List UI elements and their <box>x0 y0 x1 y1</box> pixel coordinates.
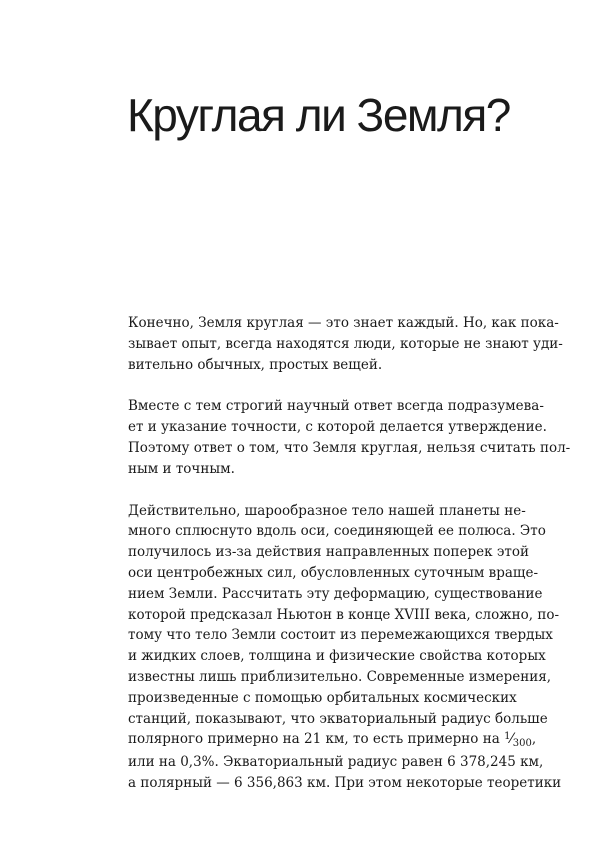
text-line: оси центробежных сил, обусловленных суточным враще- <box>128 564 539 581</box>
text-line: получилось из-за действия направленных поперек этой <box>128 544 530 561</box>
fraction-slash: ⁄ <box>510 731 513 748</box>
body-text <box>128 313 571 815</box>
text-line: Поэтому ответ о том, что Земля круглая, нельзя считать пол- <box>128 439 571 456</box>
paragraph-1 <box>128 313 563 375</box>
text-line: зывает опыт, всегда находятся люди, которые не знают уди- <box>128 335 563 352</box>
text-line: и жидких слоев, толщина и физические свойства которых <box>128 648 546 665</box>
fraction-after: , <box>531 731 537 748</box>
text-line: произведенные с помощью орбитальных космических <box>128 689 517 706</box>
text-line: Вместе с тем строгий научный ответ всегда подразумева- <box>128 398 544 415</box>
text-line: нием Земли. Рассчитать эту деформацию, существование <box>128 585 543 602</box>
text-line: вительно обычных, простых вещей. <box>128 356 383 373</box>
fraction-denominator: 300 <box>512 738 532 750</box>
paragraph-2 <box>128 396 571 479</box>
text-line: тому что тело Земли состоит из перемежающихся твердых <box>128 627 553 644</box>
chapter-title: Круглая ли Земля? <box>127 89 510 141</box>
text-line: Конечно, Земля круглая — это знает каждый. Но, как пока- <box>128 315 559 331</box>
text-line: Действительно, шарообразное тело нашей планеты не- <box>128 502 526 519</box>
fraction-numerator: 1 <box>504 731 511 743</box>
text-line: станций, показывают, что экваториальный радиус больше <box>128 710 548 727</box>
text-line: а полярный — 6 356,863 км. При этом некоторые теоретики <box>128 774 562 791</box>
text-line: известны лишь приблизительно. Современные измерения, <box>128 668 552 685</box>
text-line: ным и точным. <box>128 460 235 477</box>
text-line: или на 0,3%. Экваториальный радиус равен 6 378,245 км, <box>128 754 544 771</box>
text-line-fraction <box>128 729 548 752</box>
fraction-before: полярного примерно на 21 км, то есть примерно на <box>128 731 505 748</box>
text-line: много сплюснуто вдоль оси, соединяющей ее полюса. Это <box>128 523 546 540</box>
text-line: ет и указание точности, с которой делается утверждение. <box>128 419 547 436</box>
paragraph-3 <box>128 501 562 794</box>
text-line: которой предсказал Ньютон в конце XVIII века, сложно, по- <box>128 606 560 623</box>
